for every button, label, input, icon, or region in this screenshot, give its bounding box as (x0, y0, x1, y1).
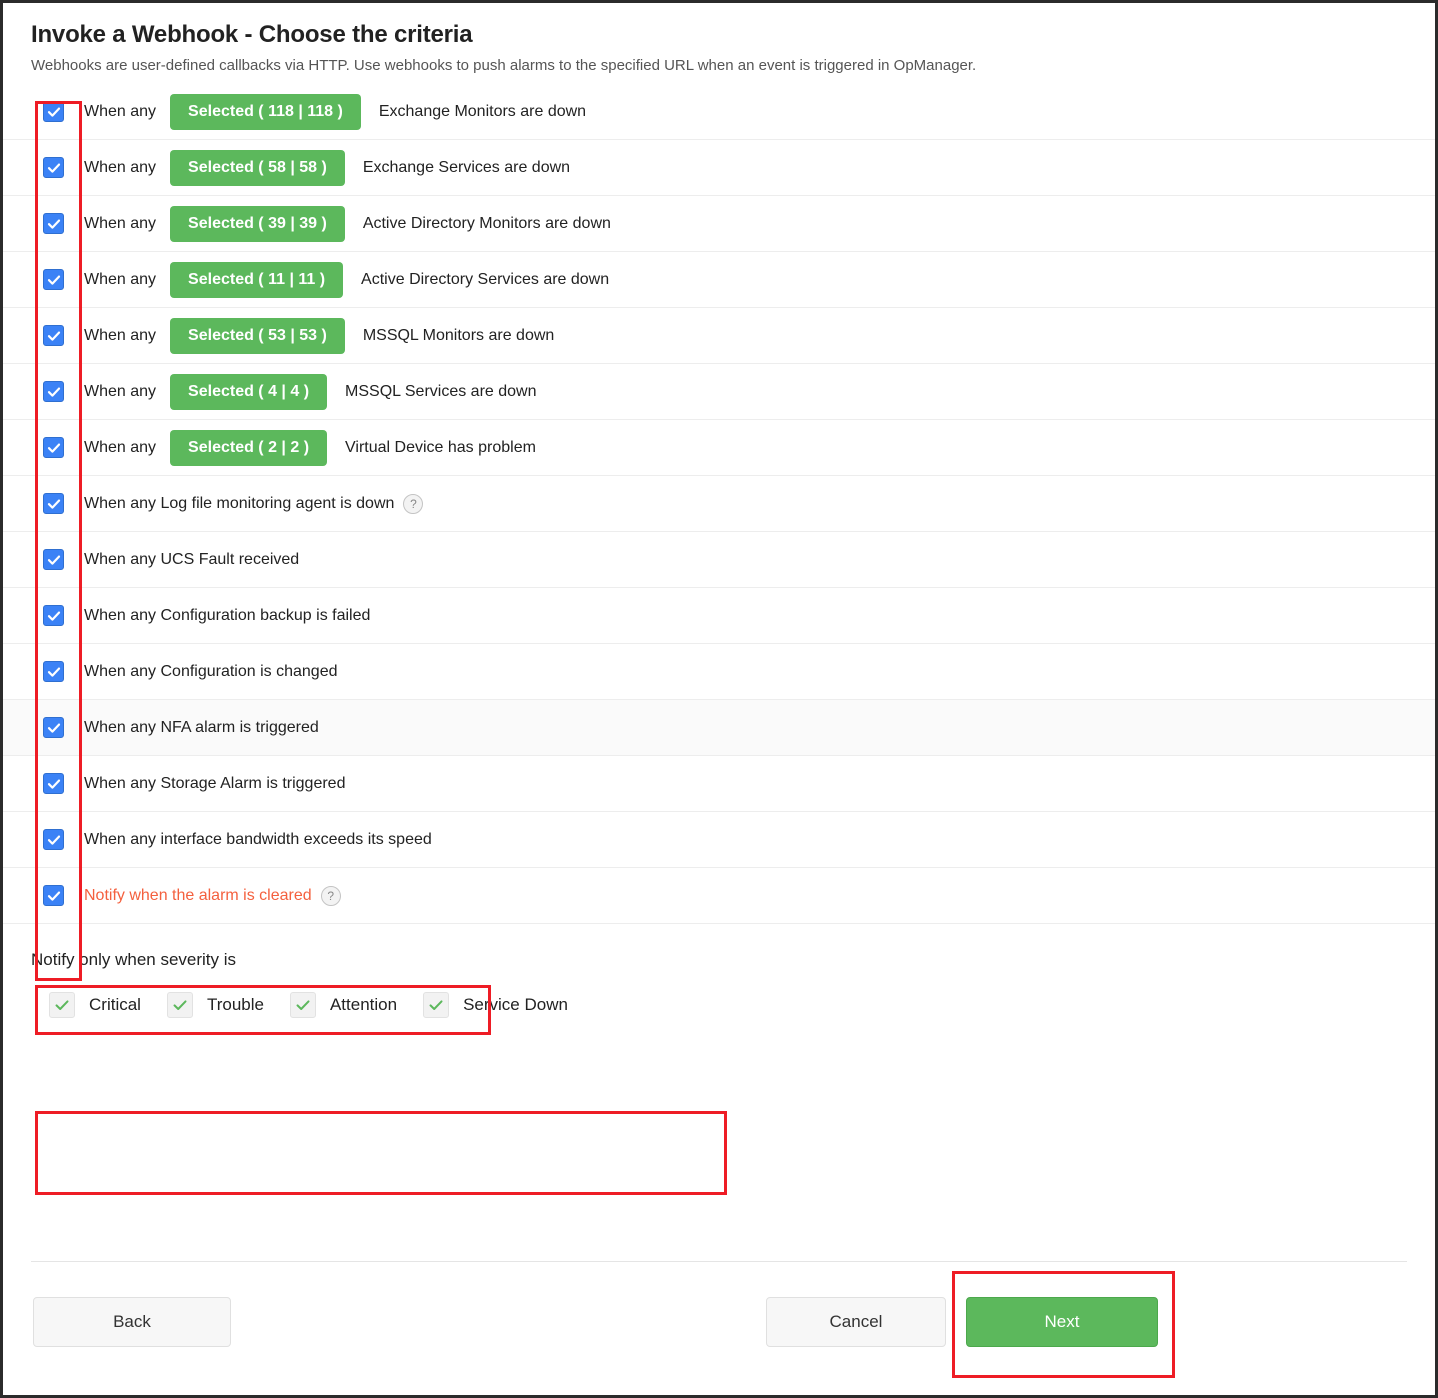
criteria-row[interactable] (3, 140, 1435, 196)
criteria-when-label: When any (84, 382, 157, 400)
criteria-row[interactable] (3, 812, 1435, 868)
criteria-checkbox[interactable] (43, 437, 64, 458)
criteria-row[interactable] (3, 420, 1435, 476)
criteria-when-label: When any (84, 214, 157, 232)
criteria-when-label: When any (84, 158, 157, 176)
criteria-checkbox[interactable] (43, 157, 64, 178)
severity-checkbox[interactable] (167, 992, 193, 1018)
criteria-label: Active Directory Monitors are down (362, 214, 611, 232)
severity-label: Attention (329, 995, 398, 1014)
severity-options (3, 970, 1435, 1018)
criteria-row[interactable] (3, 644, 1435, 700)
page-title: Invoke a Webhook - Choose the criteria (31, 21, 473, 48)
selected-count-button[interactable]: Selected ( 53 | 53 ) (170, 318, 345, 354)
severity-label: Service Down (463, 995, 568, 1014)
criteria-row[interactable] (3, 756, 1435, 812)
criteria-label: Active Directory Services are down (361, 270, 610, 288)
notify-cleared-label: Notify when the alarm is cleared (84, 886, 312, 904)
severity-checkbox[interactable] (423, 992, 449, 1018)
criteria-label: Virtual Device has problem (345, 438, 536, 456)
criteria-row[interactable] (3, 196, 1435, 252)
severity-option[interactable] (423, 992, 568, 1018)
criteria-checkbox[interactable] (43, 381, 64, 402)
severity-heading: Notify only when severity is (31, 950, 237, 969)
criteria-label: Exchange Monitors are down (378, 102, 587, 120)
severity-option[interactable] (167, 992, 264, 1018)
criteria-list (3, 84, 1435, 868)
notify-cleared-checkbox[interactable] (43, 885, 64, 906)
selected-count-button[interactable]: Selected ( 58 | 58 ) (170, 150, 345, 186)
criteria-when-label: When any (84, 326, 157, 344)
severity-option[interactable] (49, 992, 141, 1018)
criteria-label: MSSQL Services are down (345, 382, 537, 400)
back-button[interactable]: Back (33, 1297, 231, 1347)
severity-label: Critical (89, 995, 141, 1014)
footer-divider (31, 1261, 1407, 1262)
criteria-label: When any Storage Alarm is triggered (84, 774, 346, 792)
criteria-checkbox[interactable] (43, 661, 64, 682)
criteria-label: When any NFA alarm is triggered (84, 718, 319, 736)
criteria-when-label: When any (84, 438, 157, 456)
severity-option[interactable] (290, 992, 397, 1018)
criteria-when-label: When any (84, 270, 157, 288)
help-icon[interactable]: ? (321, 886, 341, 906)
selected-count-button[interactable]: Selected ( 4 | 4 ) (170, 374, 327, 410)
criteria-label: MSSQL Monitors are down (362, 326, 555, 344)
criteria-row[interactable] (3, 252, 1435, 308)
selected-count-button[interactable]: Selected ( 11 | 11 ) (170, 262, 343, 298)
notify-cleared-row[interactable] (3, 868, 1435, 924)
criteria-checkbox[interactable] (43, 493, 64, 514)
criteria-label: When any UCS Fault received (84, 550, 300, 568)
selected-count-button[interactable]: Selected ( 118 | 118 ) (170, 94, 361, 130)
criteria-checkbox[interactable] (43, 213, 64, 234)
criteria-row[interactable] (3, 588, 1435, 644)
help-icon[interactable]: ? (403, 494, 423, 514)
next-button[interactable]: Next (966, 1297, 1158, 1347)
criteria-row[interactable] (3, 84, 1435, 140)
dialog-subtitle: Webhooks are user-defined callbacks via HTTP. Use webhooks to push alarms to the specified URL when an event is triggered in OpManager. (31, 57, 977, 74)
criteria-label: When any interface bandwidth exceeds its speed (84, 830, 432, 848)
criteria-row[interactable] (3, 364, 1435, 420)
annotation-severity (35, 1111, 727, 1195)
selected-count-button[interactable]: Selected ( 2 | 2 ) (170, 430, 327, 466)
criteria-checkbox[interactable] (43, 269, 64, 290)
criteria-checkbox[interactable] (43, 605, 64, 626)
criteria-checkbox[interactable] (43, 829, 64, 850)
criteria-checkbox[interactable] (43, 101, 64, 122)
dialog-header (3, 3, 1435, 74)
criteria-row[interactable] (3, 532, 1435, 588)
criteria-label: When any Log file monitoring agent is down (84, 494, 395, 512)
criteria-row[interactable] (3, 700, 1435, 756)
criteria-row[interactable] (3, 308, 1435, 364)
criteria-when-label: When any (84, 102, 157, 120)
criteria-row[interactable] (3, 476, 1435, 532)
criteria-checkbox[interactable] (43, 717, 64, 738)
cancel-button[interactable]: Cancel (766, 1297, 946, 1347)
severity-checkbox[interactable] (49, 992, 75, 1018)
criteria-label: When any Configuration is changed (84, 662, 338, 680)
criteria-checkbox[interactable] (43, 325, 64, 346)
criteria-label: When any Configuration backup is failed (84, 606, 371, 624)
criteria-label: Exchange Services are down (362, 158, 571, 176)
criteria-checkbox[interactable] (43, 773, 64, 794)
severity-label: Trouble (206, 995, 264, 1014)
criteria-checkbox[interactable] (43, 549, 64, 570)
selected-count-button[interactable]: Selected ( 39 | 39 ) (170, 206, 345, 242)
severity-checkbox[interactable] (290, 992, 316, 1018)
dialog-footer (3, 1285, 1435, 1365)
